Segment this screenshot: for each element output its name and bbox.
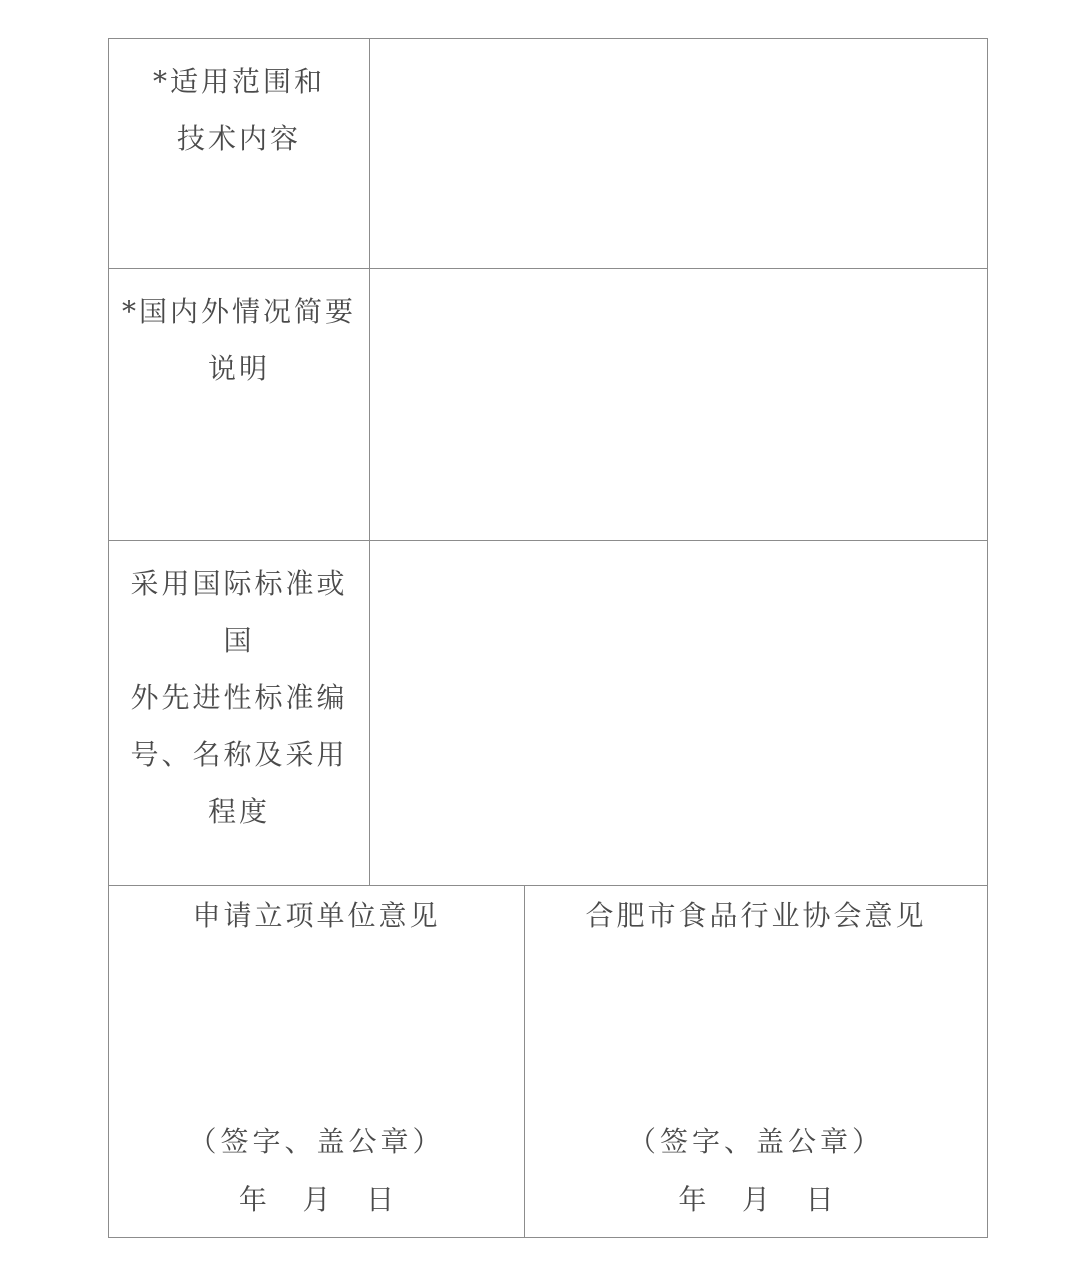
- applicant-opinion-cell[interactable]: [109, 886, 525, 1238]
- scope-label-cell: [109, 39, 370, 268]
- association-date-line: 年 月 日: [678, 1183, 834, 1216]
- association-sign-note: （签字、盖公章）: [627, 1125, 884, 1158]
- domestic-foreign-label: *国内外情况简要 说明: [121, 295, 356, 385]
- application-form-table: [108, 38, 988, 1238]
- association-opinion-cell[interactable]: [525, 886, 987, 1238]
- international-standard-content-field[interactable]: [370, 541, 987, 885]
- international-standard-label-cell: [109, 541, 370, 885]
- international-standard-row: [109, 541, 987, 886]
- applicant-date-line: 年 月 日: [238, 1183, 395, 1216]
- scope-row: [109, 39, 987, 269]
- domestic-foreign-content-field[interactable]: [370, 269, 987, 540]
- domestic-foreign-row: [109, 269, 987, 541]
- applicant-opinion-title: 申请立项单位意见: [192, 899, 441, 932]
- scope-label: *适用范围和 技术内容: [152, 65, 325, 155]
- applicant-sign-note: （签字、盖公章）: [188, 1125, 445, 1158]
- domestic-foreign-label-cell: [109, 269, 370, 540]
- international-standard-label: 采用国际标准或国 外先进性标准编 号、名称及采用 程度: [130, 567, 348, 828]
- scope-content-field[interactable]: [370, 39, 987, 268]
- association-opinion-title: 合肥市食品行业协会意见: [585, 899, 927, 932]
- opinions-row: [109, 886, 987, 1238]
